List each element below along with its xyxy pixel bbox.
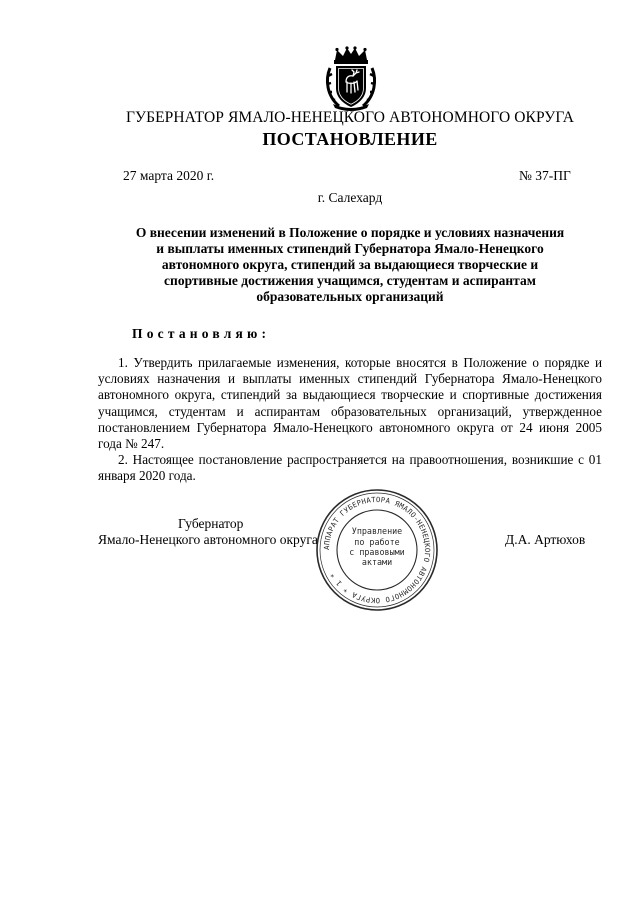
official-stamp: [314, 487, 440, 613]
document-body: [98, 355, 602, 485]
signatory-position-line: Ямало-Ненецкого автономного округа: [98, 532, 318, 547]
document-number: № 37-ПГ: [519, 168, 571, 183]
stamp-line: Управление: [351, 526, 403, 537]
title-line: автономного округа, стипендий за выдающиеся творческие и: [161, 257, 539, 272]
title-line: спортивные достижения учащимся, студентам и аспирантам: [164, 273, 536, 288]
paragraph: 2. Настоящее постановление распространяется на правоотношения, возникшие с 01 января 2020 года.: [98, 452, 602, 484]
document-date: 27 марта 2020 г.: [123, 168, 215, 183]
document-type: ПОСТАНОВЛЕНИЕ: [262, 129, 438, 149]
document-title: [130, 225, 570, 305]
signatory-position: [98, 516, 338, 548]
signatory-name: Д.А. Артюхов: [505, 532, 586, 547]
coat-of-arms-icon: [323, 46, 379, 112]
issuer-name: ГУБЕРНАТОР ЯМАЛО-НЕНЕЦКОГО АВТОНОМНОГО ОКРУГА: [125, 109, 575, 126]
decree-word: Постановляю:: [132, 326, 271, 341]
title-line: О внесении изменений в Положение о порядке и условиях назначения: [135, 225, 565, 240]
stamp-center-text: [349, 526, 404, 568]
title-line: и выплаты именных стипендий Губернатора Ямало-Ненецкого: [156, 241, 544, 256]
stamp-ring-text: АППАРАТ ГУБЕРНАТОРА ЯМАЛО-НЕНЕЦКОГО АВТОНОМНОГО ОКРУГА * 1 *: [321, 494, 433, 606]
stamp-line: актами: [361, 557, 393, 568]
document-place: г. Салехард: [317, 190, 383, 205]
signatory-position-line: Губернатор: [178, 516, 244, 531]
paragraph: 1. Утвердить прилагаемые изменения, которые вносятся в Положение о порядке и условиях назначения и выплаты именных стипендий Губернатора Ямало-Ненецкого автономного округа, стипендий за выдающиеся творческие и спортивные достижения учащимся, студентам и аспирантам образовательных организаций, утвержденное постановлением Губернатора Ямало-Ненецкого автономного округа от 24 июня 2005 года № 247.: [98, 355, 602, 452]
title-line: образовательных организаций: [256, 289, 444, 304]
stamp-line: по работе: [354, 536, 400, 547]
stamp-line: с правовыми: [349, 547, 405, 557]
